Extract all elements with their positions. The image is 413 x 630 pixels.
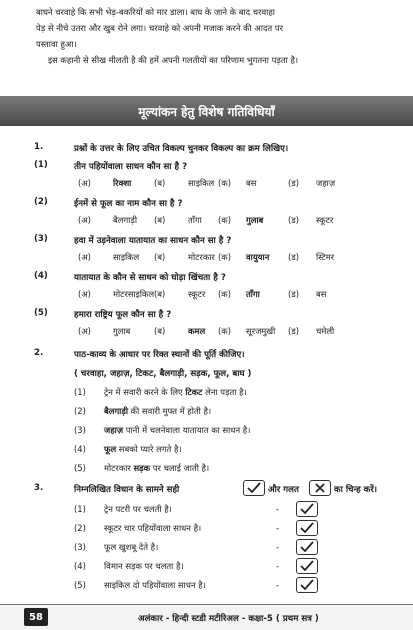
q1-option: (ब)	[154, 289, 166, 299]
q1-option: साइकिल	[188, 178, 215, 188]
q1-option: (ब)	[154, 252, 166, 262]
q1-item-question: तीन पहियोंवाला साधन कौन सा है ?	[74, 162, 188, 172]
q1-option: (क)	[218, 289, 231, 299]
q1-option: (क)	[218, 252, 231, 262]
q1-option: (अ)	[78, 326, 91, 336]
q1-option: बस	[246, 178, 257, 188]
q3-dash: -	[276, 504, 280, 514]
page-number: 58	[24, 608, 48, 626]
intro-moral: इस कहानी से सीख मीलती है की हमें अपनी गलतीयों का परिणाम भुगतना पड़ता है।	[48, 55, 299, 65]
q1-option: बैलगाड़ी	[113, 215, 137, 225]
q2-item-sentence	[104, 387, 247, 398]
q2-answer: सड़क	[133, 463, 151, 473]
q3-item-text: फूल खुशबू देते है।	[104, 542, 159, 552]
q1-option: (अ)	[78, 178, 91, 188]
section-banner	[0, 96, 413, 126]
correct-mark-icon	[296, 501, 318, 517]
q2-item-number: (5)	[74, 463, 86, 473]
intro-line: बाघने चरवाहे कि सभी भेड़-बकरियों को मार डाला। बाघ के जाने के बाद चरवाहा	[36, 7, 275, 17]
q2-answer: जहाज़	[104, 425, 124, 435]
q3-number: 3.	[34, 483, 44, 493]
intro-line: पेड़ से नीचे उतरा और खुब रोने लगा। चरवाहे को अपनी मजाक करने की आदत पर	[36, 23, 284, 33]
q1-option: (ब)	[154, 215, 166, 225]
q3-dash: -	[276, 580, 280, 590]
q3-item-number: (2)	[74, 523, 86, 533]
q3-item-text: स्कूटर चार पहियोंवाला साधन है।	[104, 523, 202, 533]
q1-item-number: (3)	[34, 234, 48, 244]
q1-option: साइकिल	[113, 252, 140, 262]
q2-text: की सवारी मुफ्त में होती है।	[128, 406, 212, 416]
q3-dash: -	[276, 542, 280, 552]
q1-item-question: ईनमें से फूल का नाम कौन सा है ?	[74, 199, 183, 209]
q3-item-number: (1)	[74, 504, 86, 514]
q2-word-bank: ( चरवाहा, जहाज़, टिकट, बैलगाड़ी, सड़क, फूल, बाघ )	[74, 369, 252, 379]
q1-item-number: (2)	[34, 197, 48, 207]
q2-answer: बैलगाड़ी	[104, 406, 128, 416]
q1-option: मोटरसाइकिल	[113, 289, 155, 299]
q1-item-number: (5)	[34, 308, 48, 318]
q1-prompt: प्रश्नों के उत्तर के लिए उचित विकल्प चुनकर विकल्प का क्रम लिखिए।	[74, 144, 289, 154]
correct-mark-icon	[296, 520, 318, 536]
q1-option: स्कूटर	[188, 289, 206, 299]
q1-item-question: हमारा राष्ट्रिय फूल कौन सा है ?	[74, 310, 172, 320]
correct-mark-icon	[243, 480, 265, 496]
intro-line: पस्तावा हुआ।	[36, 39, 77, 49]
section-title: मूल्यांकन हेतु विशेष गतिविधियाँ	[138, 105, 275, 119]
intro-paragraph	[36, 4, 386, 68]
q1-number: 1.	[34, 142, 44, 152]
footer-title: अलंकार - हिन्दी स्टडी मटीरिअल - कक्षा-5 ( प्रथम सत्र )	[138, 614, 319, 624]
q3-prompt-b: और गलत	[268, 485, 299, 495]
q2-text: पर चलाई जाती है।	[150, 463, 210, 473]
q1-option: मोटरकार	[188, 252, 215, 262]
q3-item-text: विमान सड़क पर चलता है।	[104, 561, 184, 571]
q1-option: वायुयान	[246, 252, 270, 262]
q1-option: गुलाब	[113, 326, 131, 336]
q1-option: (क)	[218, 326, 231, 336]
q1-option: जहाज़	[316, 178, 336, 188]
q3-item-number: (5)	[74, 580, 86, 590]
q2-item-sentence	[104, 406, 211, 417]
q1-option: (ड)	[288, 178, 300, 188]
q1-option: बस	[316, 289, 327, 299]
q2-item-sentence	[104, 463, 209, 474]
q3-dash: -	[276, 523, 280, 533]
q1-item-question: यातायात के कौन से साधन को घोड़ा खिंचता है ?	[74, 273, 226, 283]
q1-option: कमल	[188, 326, 206, 336]
q1-option: (क)	[218, 178, 231, 188]
q2-item-number: (1)	[74, 387, 86, 397]
q1-option: ताँगा	[246, 289, 260, 299]
q2-item-sentence	[104, 425, 250, 436]
page-footer	[0, 604, 413, 630]
q2-text: लेना पड़ता है।	[202, 387, 247, 397]
q1-item-question: हवा में उड़नेवाला यातायात का साधन कौन सा है ?	[74, 236, 232, 246]
q3-prompt-c: का चिन्ह करें।	[334, 485, 377, 495]
q1-option: (अ)	[78, 252, 91, 262]
q1-option: (ड)	[288, 215, 300, 225]
q3-dash: -	[276, 561, 280, 571]
q1-option: (ब)	[154, 326, 166, 336]
q3-prompt-a: निम्नलिखित विधान के सामने सही	[74, 485, 180, 495]
q2-answer: टिकट	[185, 387, 203, 397]
q1-option: (ड)	[288, 326, 300, 336]
q2-text: ट्रेन में सवारी करने के लिए	[104, 387, 186, 397]
q1-option: स्कूटर	[316, 215, 334, 225]
q3-item-text: साइकिल दो पहियोंवाला साधन है।	[104, 580, 206, 590]
q2-item-number: (2)	[74, 406, 86, 416]
q1-item-number: (4)	[34, 271, 48, 281]
q1-item-number: (1)	[34, 160, 48, 170]
q2-item-number: (3)	[74, 425, 86, 435]
q1-option: रिक्शा	[113, 178, 132, 188]
q2-prompt: पाठ-काव्य के आधार पर रिक्त स्थानों की पूर्ति कीजिए।	[74, 350, 245, 360]
q1-option: (अ)	[78, 289, 91, 299]
q2-text: मोटरकार	[104, 463, 134, 473]
q2-item-number: (4)	[74, 444, 86, 454]
correct-mark-icon	[296, 577, 318, 593]
correct-mark-icon	[296, 539, 318, 555]
q2-item-sentence	[104, 444, 182, 455]
q2-number: 2.	[34, 348, 44, 358]
q1-option: (ड)	[288, 289, 300, 299]
q3-item-number: (3)	[74, 542, 86, 552]
q2-text: सबको प्यारे लगते है।	[116, 444, 182, 454]
q2-text: पानी में चलनेवाला यातायात का साधन है।	[123, 425, 251, 435]
q3-item-number: (4)	[74, 561, 86, 571]
q1-option: (ब)	[154, 178, 166, 188]
correct-mark-icon	[296, 558, 318, 574]
q1-option: (अ)	[78, 215, 91, 225]
q1-option: चमेली	[316, 326, 335, 336]
wrong-mark-icon	[309, 480, 331, 496]
q1-option: स्टिमर	[316, 252, 335, 262]
q1-option: सूरजमुखी	[246, 326, 276, 336]
q1-option: गुलाब	[246, 215, 264, 225]
q2-answer: फूल	[104, 444, 117, 454]
q3-item-text: ट्रेन पटरी पर चलती है।	[104, 504, 172, 514]
q1-option: ताँगा	[188, 215, 202, 225]
q1-option: (क)	[218, 215, 231, 225]
q1-option: (ड)	[288, 252, 300, 262]
